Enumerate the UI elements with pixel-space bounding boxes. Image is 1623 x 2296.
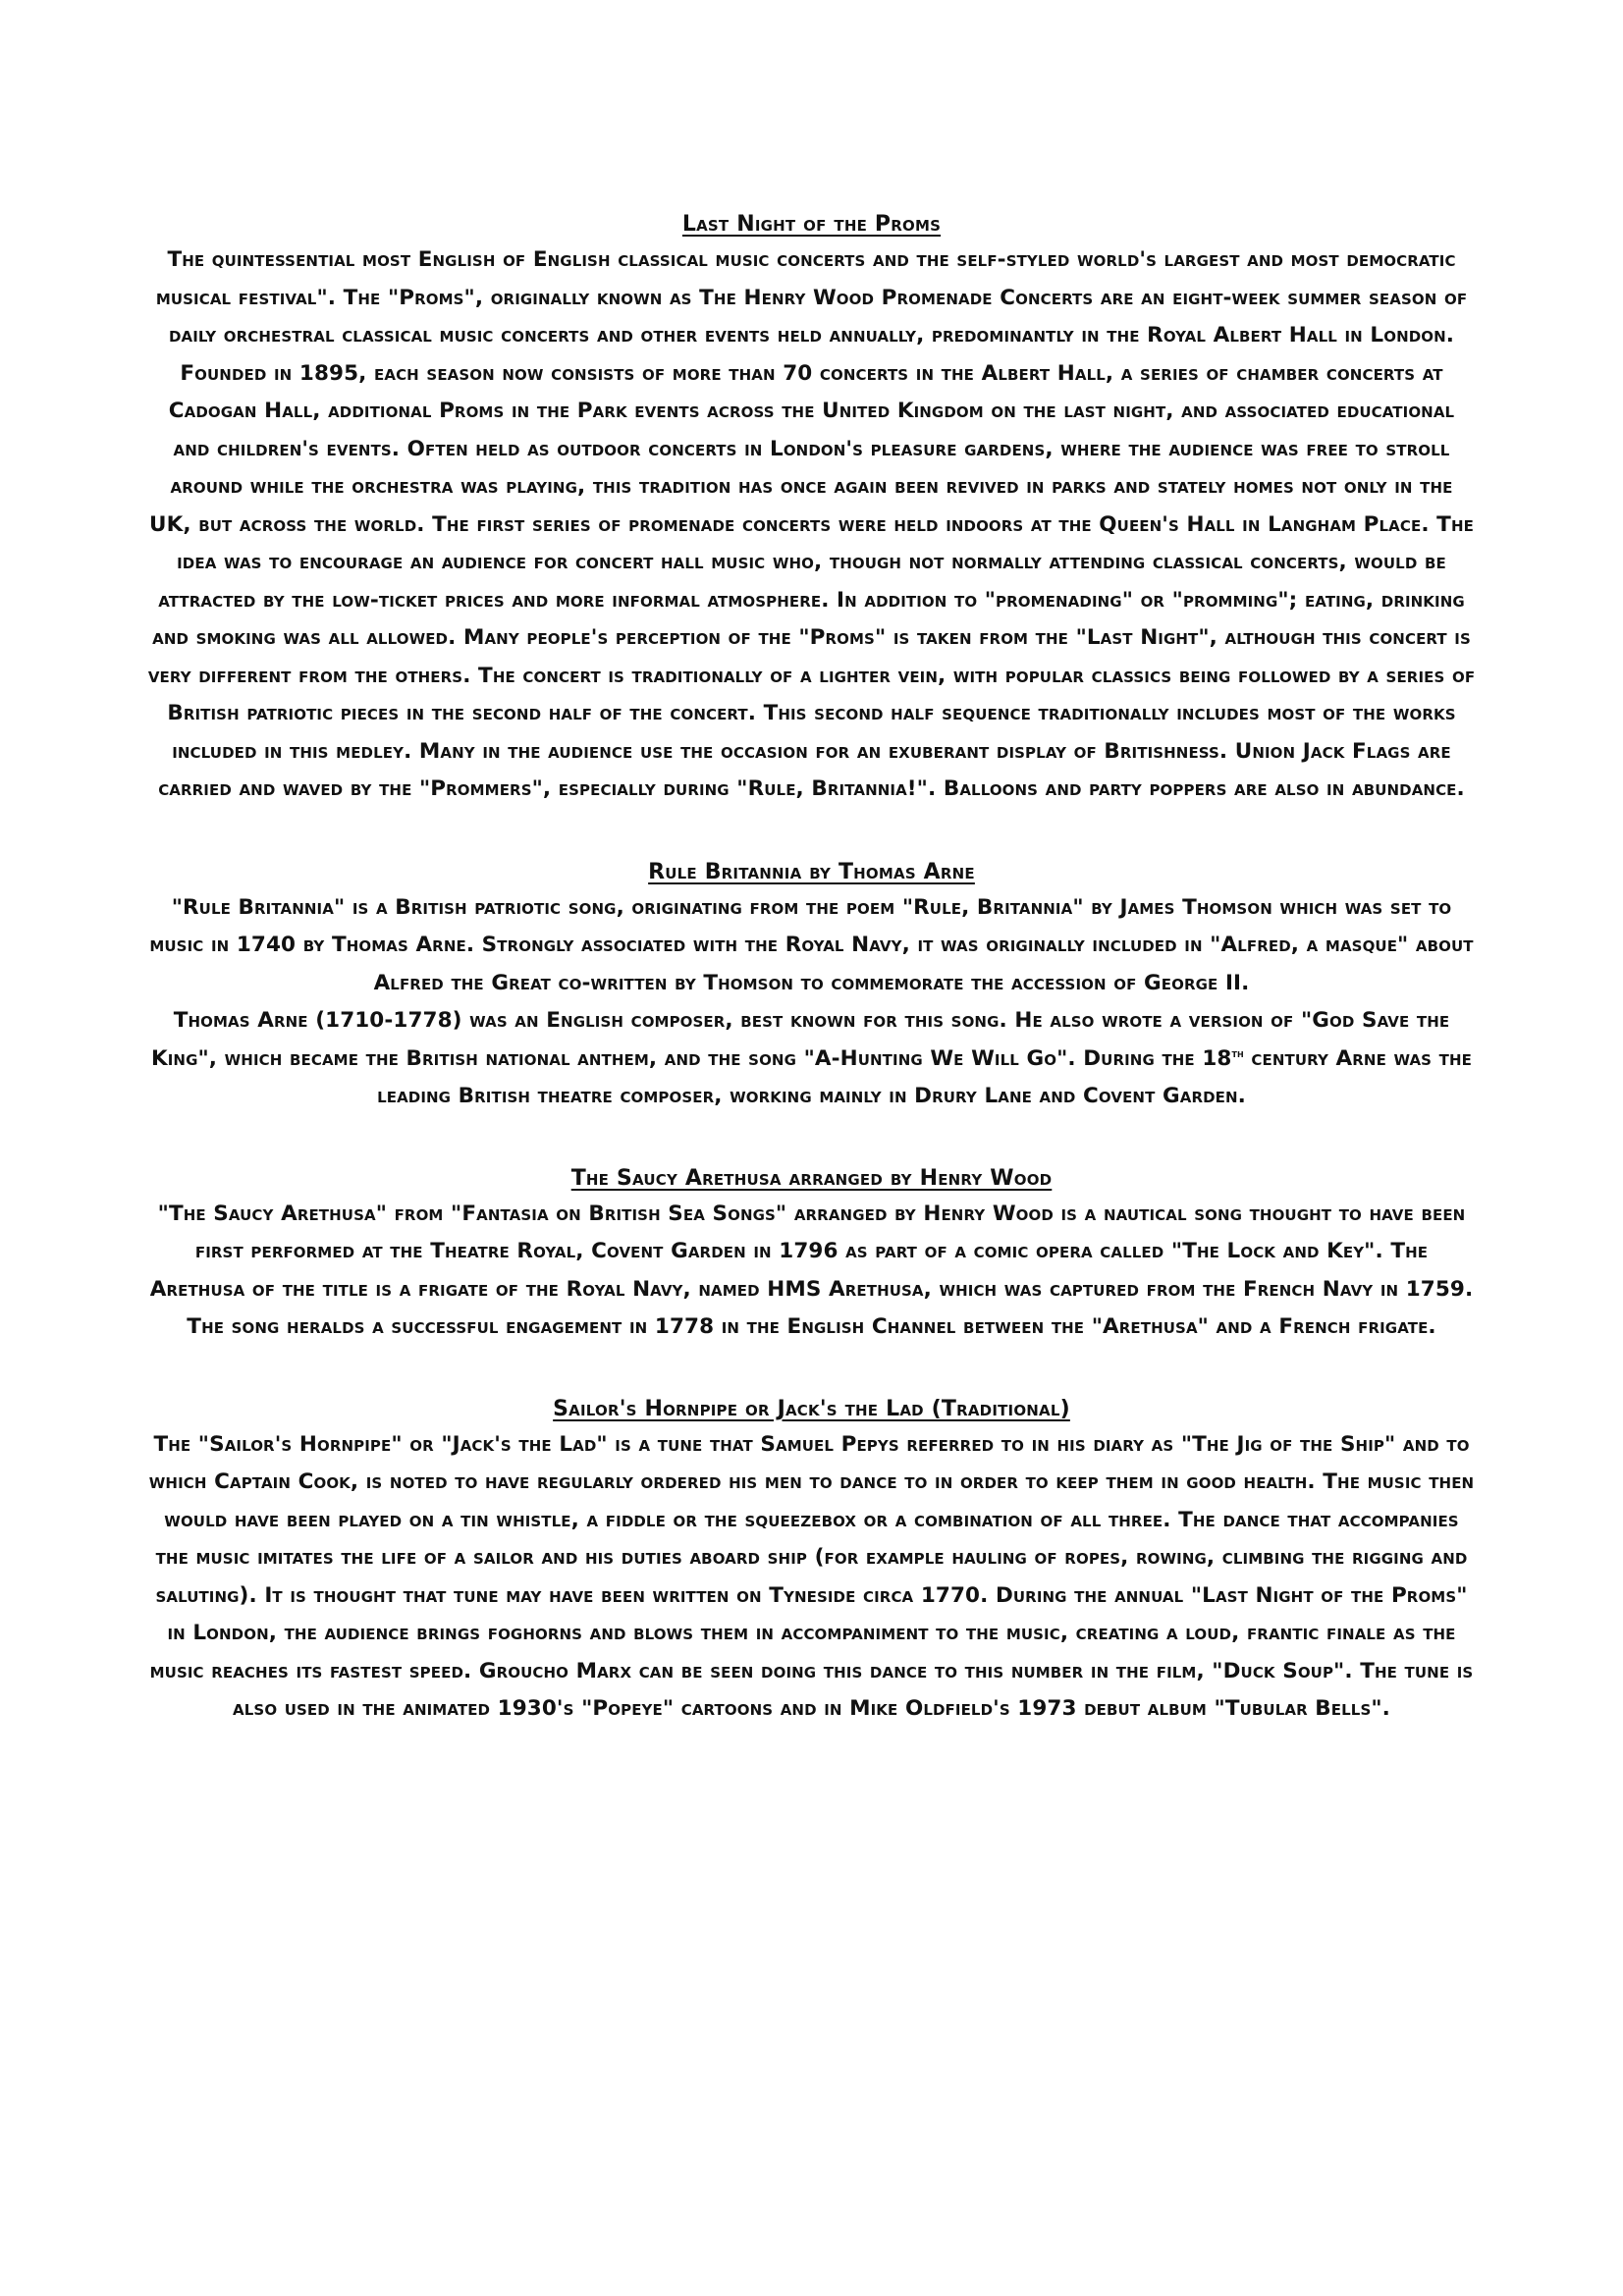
section-last-night — [147, 208, 1476, 809]
section-heading: Last Night of the Proms — [681, 212, 942, 237]
document-page — [147, 208, 1476, 1775]
section-paragraph: "Rule Britannia" is a British patriotic song, originating from the poem "Rule, Britannia" by James Thomson which was set to music in 1740 by Thomas Arne. Strongly associated with the Royal Navy, it was originally included in "Alfred, a masque" about Alfred the Great co-written by Thomson to commemorate the accession of George II. — [149, 894, 1474, 995]
section-heading: Sailor's Hornpipe or Jack's the Lad (Traditional) — [553, 1396, 1070, 1421]
section-heading: The Saucy Arethusa arranged by Henry Wood — [570, 1165, 1053, 1191]
paragraph-text: century Arne was the leading British theatre composer, working mainly in Drury Lane and Covent Garden. — [377, 1045, 1473, 1108]
section-saucy-arethusa — [147, 1162, 1476, 1347]
section-sailors-hornpipe — [147, 1393, 1476, 1729]
ordinal-suffix: th — [1231, 1045, 1244, 1060]
section-rule-britannia — [147, 856, 1476, 1116]
section-paragraph: The quintessential most English of English classical music concerts and the self-styled world's largest and most democratic musical festival". The "Proms", originally known as The Henry Wood Promenade Concerts are an eight-week summer season of daily orchestral classical music concerts and other events held annually, predominantly in the Royal Albert Hall in London. Founded in 1895, each season now consists of more than 70 concerts in the Albert Hall, a series of chamber concerts at Cadogan Hall, additional Proms in the Park events across the United Kingdom on the last night, and associated educational and children's events. Often held as outdoor concerts in London's pleasure gardens, where the audience was free to stroll around while the orchestra was playing, this tradition has once again been revived in parks and stately homes not only in the UK, but across the world. The first series of promenade concerts were held indoors at the Queen's Hall in Langham Place. The idea was to encourage an audience for concert hall music who, though not normally attending classical concerts, would be attracted by the low-ticket prices and more informal atmosphere. In addition to "promenading" or "promming"; eating, drinking and smoking was all allowed. Many people's perception of the "Proms" is taken from the "Last Night", although this concert is very different from the others. The concert is traditionally of a lighter vein, with popular classics being followed by a series of British patriotic pieces in the second half of the concert. This second half sequence traditionally includes most of the works included in this medley. Many in the audience use the occasion for an exuberant display of Britishness. Union Jack Flags are carried and waved by the "Prommers", especially during "Rule, Britannia!". Balloons and party poppers are also in abundance. — [147, 247, 1476, 801]
section-heading: Rule Britannia by Thomas Arne — [648, 859, 975, 884]
section-paragraph — [147, 1002, 1476, 1116]
paragraph-text: Thomas Arne (1710-1778) was an English composer, best known for this song. He also wrote a version of "God Save the King", which became the British national anthem, and the song "A-Hunting We Will Go". During the 18 — [150, 1008, 1450, 1071]
section-paragraph: "The Saucy Arethusa" from "Fantasia on British Sea Songs" arranged by Henry Wood is a nautical song thought to have been first performed at the Theatre Royal, Covent Garden in 1796 as part of a comic opera called "The Lock and Key". The Arethusa of the title is a frigate of the Royal Navy, named HMS Arethusa, which was captured from the French Navy in 1759. The song heralds a successful engagement in 1778 in the English Channel between the "Arethusa" and a French frigate. — [149, 1201, 1474, 1339]
section-paragraph: The "Sailor's Hornpipe" or "Jack's the Lad" is a tune that Samuel Pepys referred to in his diary as "The Jig of the Ship" and to which Captain Cook, is noted to have regularly ordered his men to dance to in order to keep them in good health. The music then would have been played on a tin whistle, a fiddle or the squeezebox or a combination of all three. The dance that accompanies the music imitates the life of a sailor and his duties aboard ship (for example hauling of ropes, rowing, climbing the rigging and saluting). It is thought that tune may have been written on Tyneside circa 1770. During the annual "Last Night of the Proms" in London, the audience brings foghorns and blows them in accompaniment to the music, creating a loud, frantic finale as the music reaches its fastest speed. Groucho Marx can be seen doing this dance to this number in the film, "Duck Soup". The tune is also used in the animated 1930's "Popeye" cartoons and in Mike Oldfield's 1973 debut album "Tubular Bells". — [148, 1431, 1475, 1721]
